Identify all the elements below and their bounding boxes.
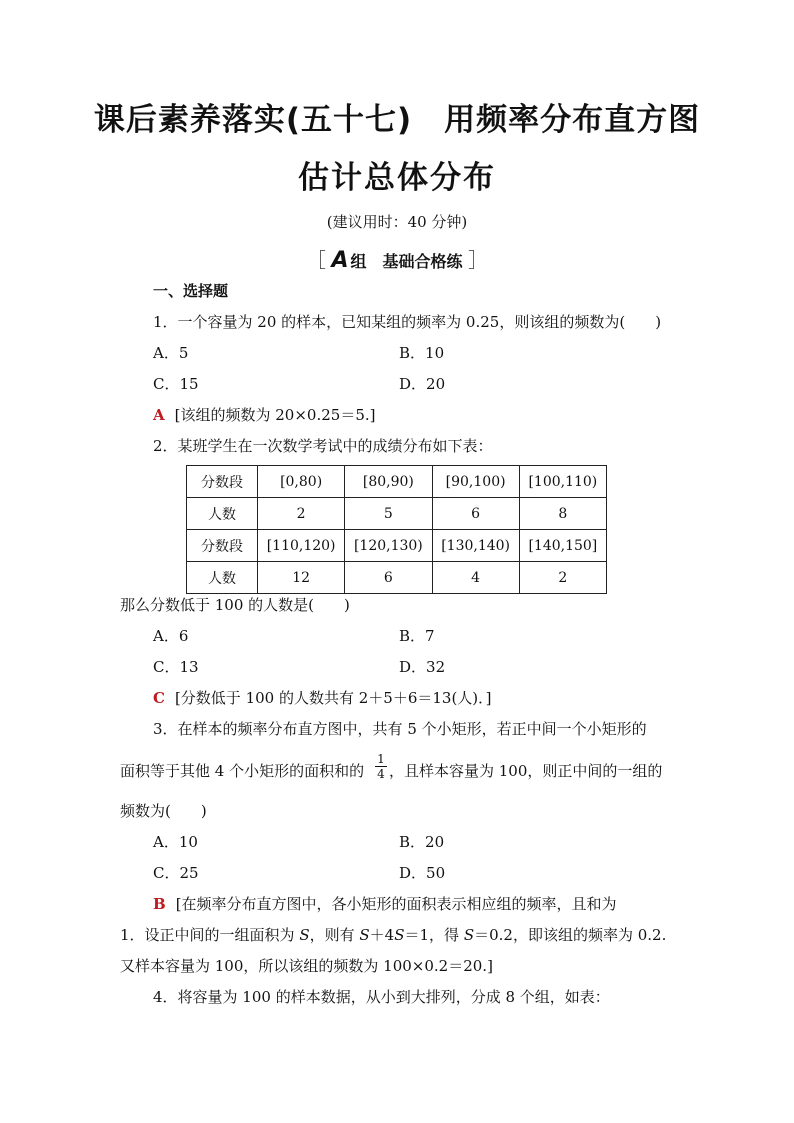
table-cell: 4 [432, 562, 519, 594]
section-heading: 一、选择题 [153, 282, 229, 300]
table-cell: [130,140) [432, 530, 519, 562]
page-title: 课后素养落实(五十七) 用频率分布直方图 [93, 102, 701, 138]
table-cell: 8 [519, 498, 606, 530]
table-row [187, 530, 607, 562]
fraction-one-quarter [375, 752, 387, 781]
table-cell: 人数 [187, 562, 258, 594]
table-cell: 分数段 [187, 530, 258, 562]
q3-explanation-2c: ＋4 [369, 926, 395, 944]
table-cell: 6 [432, 498, 519, 530]
q3-explanation-1: [在频率分布直方图中，各小矩形的面积表示相应组的频率，且和为 [175, 895, 617, 913]
q1-solution [153, 405, 375, 425]
table-cell: [110,120) [258, 530, 345, 562]
q4-stem: 4．将容量为 100 的样本数据，从小到大排列，分成 8 个组，如表： [153, 988, 610, 1006]
table-cell: 分数段 [187, 466, 258, 498]
q3-answer: B [153, 895, 166, 913]
q1-answer: A [153, 406, 165, 424]
q3-explanation-2b: ，则有 [309, 926, 360, 944]
q3-stem-line3: 频数为( ) [120, 802, 207, 820]
q3-option-a: A．10 [153, 833, 198, 851]
q2-explanation: [分数低于 100 的人数共有 2＋5＋6＝13(人)．] [174, 689, 492, 707]
table-cell: [140,150] [519, 530, 606, 562]
table-cell: 2 [258, 498, 345, 530]
q2-option-c: C．13 [153, 658, 199, 676]
q3-solution-line3: 又样本容量为 100，所以该组的频数为 100×0.2＝20.] [120, 957, 493, 975]
table-cell: [120,130) [345, 530, 432, 562]
group-heading [0, 244, 794, 273]
q1-explanation: [该组的频数为 20×0.25＝5.] [174, 406, 376, 424]
score-table [186, 465, 607, 594]
group-text: 组 基础合格练 [350, 252, 463, 271]
table-cell: [0,80) [258, 466, 345, 498]
left-bracket-icon: ［ [305, 248, 326, 272]
q2-stem: 2．某班学生在一次数学考试中的成绩分布如下表： [153, 437, 493, 455]
variable-s: S [299, 926, 310, 944]
q3-stem-line2b: ，且样本容量为 100，则正中间的一组的 [389, 762, 663, 780]
table-cell: [80,90) [345, 466, 432, 498]
table-row [187, 498, 607, 530]
q1-option-a: A．5 [153, 344, 189, 362]
q2-option-d: D．32 [399, 658, 446, 676]
q2-followup: 那么分数低于 100 的人数是( ) [120, 596, 350, 614]
q3-explanation-2a: 1．设正中间的一组面积为 [120, 926, 300, 944]
table-cell: 6 [345, 562, 432, 594]
table-cell: 人数 [187, 498, 258, 530]
suggested-time: (建议用时：40 分钟) [326, 213, 468, 231]
q3-option-c: C．25 [153, 864, 199, 882]
table-row [187, 562, 607, 594]
table-cell: 5 [345, 498, 432, 530]
q1-option-b: B．10 [399, 344, 445, 362]
q1-stem: 1．一个容量为 20 的样本，已知某组的频率为 0.25，则该组的频数为( ) [153, 313, 662, 331]
q3-stem-line2a: 面积等于其他 4 个小矩形的面积和的 [120, 762, 365, 780]
q2-answer: C [153, 689, 165, 707]
q3-explanation-2d: ＝1，得 [404, 926, 464, 944]
table-cell: [90,100) [432, 466, 519, 498]
q2-option-b: B．7 [399, 627, 435, 645]
q3-option-d: D．50 [399, 864, 446, 882]
q2-option-a: A．6 [153, 627, 189, 645]
group-letter: A [331, 248, 349, 273]
variable-s: S [359, 926, 370, 944]
q3-explanation-2e: ＝0.2，即该组的频率为 0.2. [474, 926, 667, 944]
q2-solution [153, 688, 492, 708]
q3-solution-line1 [153, 894, 617, 914]
variable-s: S [463, 926, 475, 944]
q3-option-b: B．20 [399, 833, 445, 851]
fraction-numerator: 1 [375, 752, 387, 767]
q3-stem-line1: 3．在样本的频率分布直方图中，共有 5 个小矩形，若正中间一个小矩形的 [153, 720, 647, 738]
q3-solution-line2 [120, 925, 666, 945]
variable-s: S [394, 926, 405, 944]
q1-option-d: D．20 [399, 375, 446, 393]
right-bracket-icon: ］ [468, 248, 489, 272]
table-cell: 2 [519, 562, 606, 594]
table-cell: [100,110) [519, 466, 606, 498]
table-cell: 12 [258, 562, 345, 594]
table-row [187, 466, 607, 498]
fraction-denominator: 4 [377, 767, 385, 781]
q1-option-c: C．15 [153, 375, 199, 393]
page-subtitle: 估计总体分布 [298, 160, 496, 196]
